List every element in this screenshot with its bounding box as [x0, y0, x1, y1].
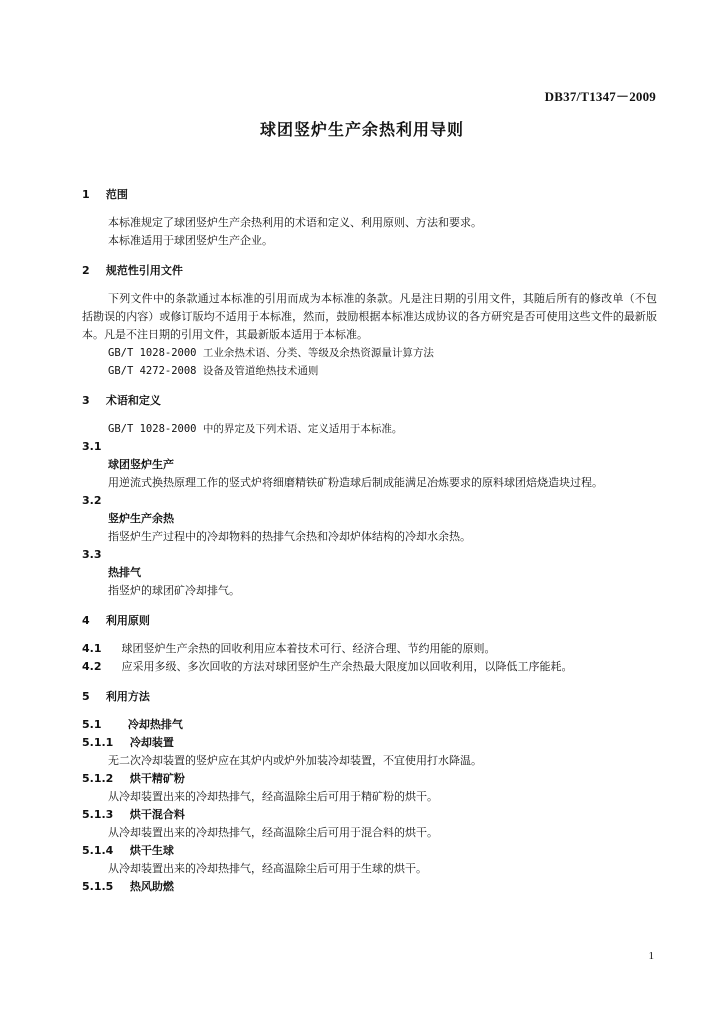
term-number: 3.1 — [82, 440, 102, 453]
term-definition: 指竖炉的球团矿冷却排气。 — [108, 584, 240, 597]
clause — [82, 658, 657, 676]
paragraph: 本标准规定了球团竖炉生产余热利用的术语和定义、利用原则、方法和要求。 — [108, 216, 482, 229]
term-name: 竖炉生产余热 — [108, 512, 174, 525]
paragraph: 从冷却装置出来的冷却热排气，经高温除尘后可用于精矿粉的烘干。 — [108, 790, 438, 803]
term-number: 3.3 — [82, 548, 102, 561]
term-number: 3.2 — [82, 494, 102, 507]
paragraph: 下列文件中的条款通过本标准的引用而成为本标准的条款。凡是注日期的引用文件，其随后所有的修改单（不包括勘误的内容）或修订版均不适用于本标准，然而，鼓励根据本标准达成协议的各方研究是否可使用这些文件的最新版本。凡是不注日期的引用文件，其最新版本适用于本标准。 — [82, 292, 657, 341]
section-number: 1 — [82, 188, 90, 201]
section-heading-methods — [82, 688, 657, 706]
subclause-heading — [82, 878, 657, 896]
section-heading-principles — [82, 612, 657, 630]
subclause-number: 5.1 — [82, 718, 102, 731]
section-title: 范围 — [105, 188, 128, 201]
subclause-number: 5.1.5 — [82, 880, 114, 893]
clause-text: 球团竖炉生产余热的回收利用应本着技术可行、经济合理、节约用能的原则。 — [121, 642, 496, 655]
subclause-title: 烘干混合料 — [129, 808, 185, 821]
paragraph: 无二次冷却装置的竖炉应在其炉内或炉外加装冷却装置，不宜使用打水降温。 — [108, 754, 482, 767]
subclause-heading — [82, 842, 657, 860]
document-body — [82, 180, 657, 896]
section-title: 利用方法 — [105, 690, 150, 703]
clause-text: 应采用多级、多次回收的方法对球团竖炉生产余热最大限度加以回收利用，以降低工序能耗。 — [121, 660, 573, 673]
section-number: 5 — [82, 690, 90, 703]
clause-number: 4.2 — [82, 660, 102, 673]
subclause-number: 5.1.4 — [82, 844, 114, 857]
section-number: 3 — [82, 394, 90, 407]
subclause-title: 烘干精矿粉 — [129, 772, 185, 785]
section-number: 2 — [82, 264, 90, 277]
subclause-title: 热风助燃 — [129, 880, 174, 893]
subclause-number: 5.1.1 — [82, 736, 114, 749]
subclause-title: 烘干生球 — [129, 844, 174, 857]
subclause-heading — [82, 734, 657, 752]
subclause-heading — [82, 770, 657, 788]
section-number: 4 — [82, 614, 90, 627]
paragraph: 本标准适用于球团竖炉生产企业。 — [108, 234, 273, 247]
section-title: 规范性引用文件 — [105, 264, 183, 277]
section-title: 术语和定义 — [105, 394, 161, 407]
document-code: DB37/T1347－2009 — [544, 89, 656, 104]
clause-number: 4.1 — [82, 642, 102, 655]
paragraph: 从冷却装置出来的冷却热排气，经高温除尘后可用于生球的烘干。 — [108, 862, 427, 875]
subclause-heading — [82, 716, 657, 734]
subclause-title: 冷却装置 — [129, 736, 174, 749]
paragraph: 从冷却装置出来的冷却热排气，经高温除尘后可用于混合料的烘干。 — [108, 826, 438, 839]
page-number: 1 — [648, 950, 654, 962]
section-heading-scope — [82, 186, 657, 204]
term-definition: 指竖炉生产过程中的冷却物料的热排气余热和冷却炉体结构的冷却水余热。 — [108, 530, 471, 543]
section-title: 利用原则 — [105, 614, 150, 627]
term-name: 球团竖炉生产 — [108, 458, 174, 471]
section-heading-normative-references — [82, 262, 657, 280]
subclause-number: 5.1.3 — [82, 808, 114, 821]
paragraph: GB/T 1028-2000 中的界定及下列术语、定义适用于本标准。 — [108, 423, 403, 435]
reference-item: GB/T 1028-2000 工业余热术语、分类、等级及余热资源量计算方法 — [108, 347, 434, 359]
subclause-title: 冷却热排气 — [127, 718, 183, 731]
term-name: 热排气 — [108, 566, 141, 579]
document-title: 球团竖炉生产余热利用导则 — [259, 120, 464, 139]
section-heading-terms — [82, 392, 657, 410]
term-definition: 用逆流式换热原理工作的竖式炉将细磨精铁矿粉造球后制成能满足冶炼要求的原料球团焙烧造块过程。 — [108, 476, 603, 489]
subclause-heading — [82, 806, 657, 824]
clause — [82, 640, 657, 658]
subclause-number: 5.1.2 — [82, 772, 114, 785]
reference-item: GB/T 4272-2008 设备及管道绝热技术通则 — [108, 365, 319, 377]
